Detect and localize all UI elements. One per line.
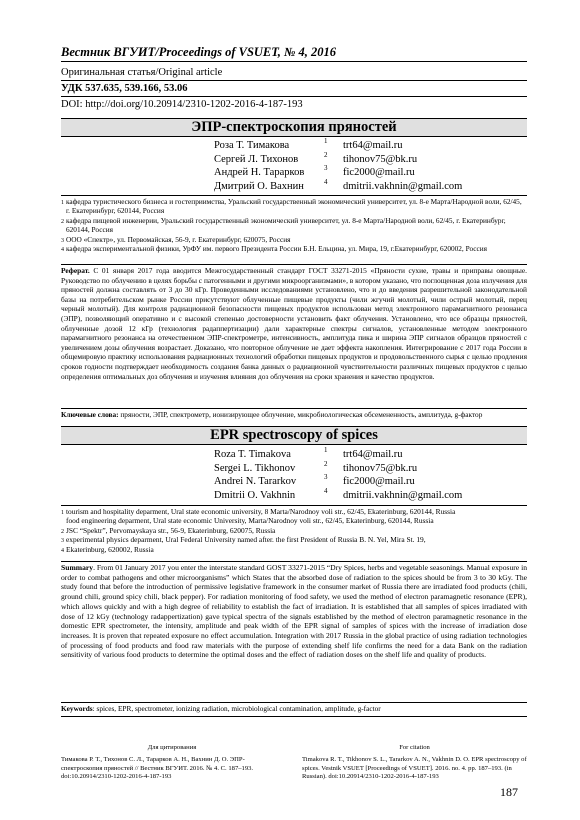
- author-name: Дмитрий О. Вахнин: [214, 180, 304, 192]
- doi: DOI: http://doi.org/10.20914/2310-1202-2016-4-187-193: [61, 99, 303, 110]
- author-name: Сергей Л. Тихонов: [214, 153, 299, 165]
- author-sup: 3: [324, 164, 328, 172]
- affiliation: [61, 507, 527, 516]
- author-email[interactable]: trt64@mail.ru: [343, 140, 403, 151]
- author-email[interactable]: dmitrii.vakhnin@gmail.com: [343, 180, 463, 192]
- affiliation-number: 3: [61, 538, 64, 545]
- affiliation-number: 1: [61, 200, 64, 206]
- author-sup: 4: [324, 486, 328, 495]
- citation-heading: Для цитирования: [147, 744, 197, 751]
- affiliation-number: 4: [61, 547, 64, 554]
- author-email[interactable]: fic2000@mail.ru: [343, 476, 415, 487]
- author-name: Роза Т. Тимакова: [214, 140, 290, 151]
- abstract-label: Реферат.: [61, 266, 90, 275]
- author-name: Dmitrii O. Vakhnin: [214, 489, 296, 501]
- divider: [61, 264, 527, 265]
- page-number: 187: [500, 785, 518, 799]
- title-ru: ЭПР-спектроскопия пряностей: [61, 118, 527, 137]
- divider: [61, 702, 527, 703]
- citation-text: Тимакова Р. Т., Тихонов С. Л., Тарарков А. Н., Вахнин Д. О. ЭПР-спектроскопия пряностей // Вестник ВГУИТ. 2016. № 4. С. 187–193. doi:10.20914/2310-1202-2016-4-187-193: [61, 755, 254, 781]
- affiliation-number: 3: [61, 237, 64, 244]
- divider: [61, 195, 527, 196]
- author-email[interactable]: fic2000@mail.ru: [343, 167, 415, 178]
- affiliations-ru: [61, 197, 527, 253]
- affiliation: [61, 216, 527, 235]
- author-sup: 4: [324, 177, 328, 186]
- affiliation: [61, 235, 527, 244]
- author-name: Andrei N. Tararkov: [214, 476, 297, 487]
- citation-en: [302, 744, 527, 782]
- author-name: Андрей Н. Тарарков: [214, 167, 305, 178]
- abstract-ru: [61, 266, 527, 381]
- udc: УДК 537.635, 539.166, 53.06: [61, 83, 188, 94]
- author-name: Roza T. Timakova: [214, 449, 291, 460]
- abstract-en: [61, 563, 527, 660]
- keywords-text: пряности, ЭПР, спектрометр, ионизирующее облучение, микробиологическая обсемененность, амплитуда, g-фактор: [120, 410, 483, 419]
- author-name: Sergei L. Tikhonov: [214, 462, 296, 474]
- affiliation-text: JSC “Spektr”, Pervomayskaya str., 56-9, Ekaterinburg, 620075, Russia: [66, 525, 276, 535]
- keywords-ru: [61, 410, 527, 420]
- affiliation-text: кафедра пищевой инженерии, Уральский государственный экономический университет, ул. 8-е Марта/Народной воли, 62/45, г. Екатеринбург, 620144, Россия: [66, 215, 506, 235]
- affiliations-en: [61, 507, 527, 554]
- author-email[interactable]: tihonov75@bk.ru: [343, 153, 418, 165]
- abstract-text: . From 01 January 2017 you enter the interstate standard GOST 33271-2015 “Dry Spices, herbs and vegetable seasonings. Manual exposure in order to combat pathogens and other microorganisms” which States that the absorbed dose of radiation to the spices should be from 3 to 30 kGy. The study found that before the introduction of permissive legislative framework in the consumer market of Russia there are irradiated food products (chili, ground chili, ground spicy chili, black pepper). For radiation monitoring of food safety, we used the method of electron paramagnetic resonance (EPR), which allows quickly and with a high degree of reliability to establish the fact of irradiation. It is established that all samples of spices irradiated with dose of 12 kGy (technology radappertization) gave typical spectra of the signals established by the method of electron paramagnetic resonance in the domestic EPR spectrometer, the intensity, amplitude and peak width of the EPR signal of samples of spices with the increase of irradiation dose increases. It is proven that repeated exposure no effect accumulation. Integration with 2017 Russia in the global practice of using radiation technologies of processing of food products and food raw materials with the purpose of extending shelf life confirms the need for a data Bank on the radiation sensitivity of various food products to determine the optimal doses and the effect of radiation doses on the shelf life and quality of products.: [61, 563, 527, 660]
- divider: [61, 408, 527, 409]
- author-sup: 1: [324, 137, 328, 145]
- author-sup: 2: [324, 459, 328, 468]
- citation-text: Timakova R. T., Tikhonov S. L., Tararkov A. N., Vakhnin D. O. EPR spectroscopy of spices. Vestnik VSUET [Proceedings of VSUET]. 2016. no. 4. pp. 187–193. (in Russian). doi:10.20914/2310-1202-2016-4-187-193: [302, 755, 527, 781]
- divider: [61, 561, 527, 562]
- citation-heading: For citation: [399, 744, 430, 751]
- title-en: EPR spectroscopy of spices: [61, 426, 527, 445]
- divider: [61, 505, 527, 506]
- divider: [61, 96, 527, 97]
- affiliation: [61, 244, 527, 253]
- author-sup: 3: [324, 473, 328, 481]
- affiliation: [61, 197, 527, 216]
- author-email[interactable]: trt64@mail.ru: [343, 449, 403, 460]
- affiliation: [61, 545, 527, 554]
- affiliation-text: tourism and hospitality deparment, Ural state economic university, 8 Marta/Narodnoy voli str., 62/45, Ekaterinburg, 620144, Russia: [66, 507, 456, 516]
- affiliation: [61, 516, 527, 525]
- keywords-label: Keywords: [61, 704, 93, 713]
- citation-ru: [61, 744, 283, 782]
- author-email[interactable]: tihonov75@bk.ru: [343, 462, 418, 474]
- affiliation-number: 1: [61, 510, 64, 516]
- affiliation-number: 2: [61, 528, 64, 535]
- affiliation-text: food engineering deparment, Ural state economic University, Marta/Narodnoy voli str., 62/45, Ekaterinburg, 620144, Russia: [66, 516, 434, 526]
- article-type: Оригинальная статья/Original article: [61, 67, 223, 78]
- affiliation-number: 4: [61, 247, 64, 254]
- divider: [61, 80, 527, 81]
- affiliation: [61, 535, 527, 544]
- affiliation-text: кафедра экспериментальной физики, УрФУ им. первого Президента России Б.Н. Ельцина, ул. Мира, 19, г.Екатеринбург, 620002, Россия: [66, 244, 488, 254]
- journal-header: Вестник ВГУИТ/Proceedings of VSUET, № 4, 2016: [61, 45, 337, 59]
- author-sup: 1: [324, 446, 328, 454]
- affiliation-text: кафедра туристического бизнеса и гостеприимства, Уральский государственный экономический университет, ул. 8-е Марта/Народной воли, 62/45, г. Екатеринбург, 620144, Россия: [66, 197, 522, 216]
- abstract-label: Summary: [61, 563, 94, 572]
- author-email[interactable]: dmitrii.vakhnin@gmail.com: [343, 489, 463, 501]
- affiliation-text: experimental physics deparment, Ural Federal University named after. the first President of Russia B. N. Yel, Mira St. 19,: [66, 535, 426, 545]
- keywords-en: [61, 704, 527, 714]
- keywords-text: : spices, EPR, spectrometer, ionizing radiation, microbiological contamination, amplitude, g-factor: [92, 704, 381, 713]
- header-rule: [61, 61, 527, 62]
- keywords-label: Ключевые слова:: [61, 410, 119, 419]
- author-sup: 2: [324, 150, 328, 159]
- abstract-text: С 01 января 2017 года вводится Межгосударственный стандарт ГОСТ 33271-2015 «Пряности сухие, травы и приправы овощные. Руководство по облучению в целях борьбы с патогенными и другими микроорганизмами», в котором указано, что поглощенная доза излучения для пряностей должна составлять от 3 до 30 кГр. Проведенными исследованиями установлено, что и до введения разрешительной законодательной базы на потребительском рынке России присутствуют облученные пищевые продукты (чили жгучий молотый, чили острый молотый, перец черный молотый). Для контроля радиационной безопасности пищевых продуктов использован метод электронного парамагнитного резонанса (ЭПР), позволяющий оперативно и с высокой степенью достоверности установить факт облучения. Установлено, что все образцы пряностей, облученные дозой 12 кГр (технология радаппертизации) дали характерные спектры сигналов, установленные методом электронного парамагнитного резонанса на отечественном ЭПР-спектрометре, интенсивность, амплитуда пика и ширина ЭПР сигналов образцов пряностей с увеличением дозы облучения возрастает. Доказано, что повторное облучение не дает эффекта накопления. Интегрирование с 2017 года России в общемировую практику использования радиационных технологий обработки пищевых продуктов и продовольственного сырья с целью продления сроков годности подтверждает необходимость создания банка данных о радиационной чувствительности различных пищевых продуктов с целью определения оптимальных доз облучения и изучения влияния доз облучения на сроки хранения и качество продуктов.: [61, 266, 527, 381]
- affiliation-text: ООО «Спектр», ул. Первомайская, 56-9, г. Екатеринбург, 620075, Россия: [66, 234, 291, 244]
- affiliation: [61, 526, 527, 535]
- affiliation-text: Ekaterinburg, 620002, Russia: [66, 544, 154, 554]
- affiliation-number: 2: [61, 218, 64, 225]
- divider: [61, 716, 527, 717]
